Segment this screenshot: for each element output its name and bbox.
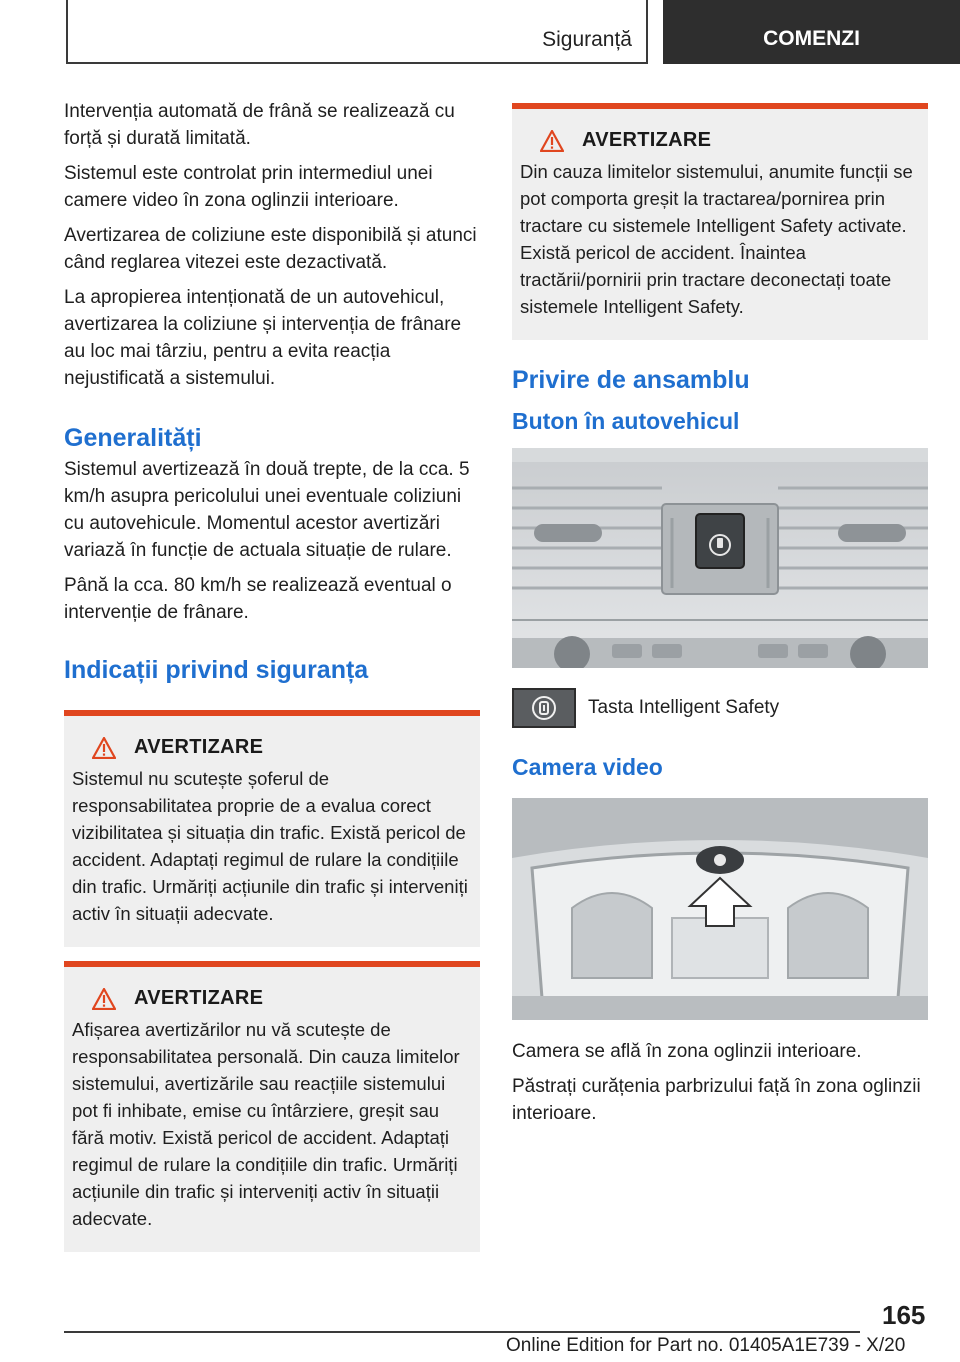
warning-triangle-icon [92, 737, 116, 759]
warning-box [64, 961, 480, 1252]
left-column [64, 98, 480, 1252]
warning-text: Din cauza limitelor sistemului, anumite funcții se pot comporta greșit la tractarea/pornirea prin tractare cu sistemele Intelligent Safety activate. Există pericol de accident. Înaintea tractării/pornirii prin tractare deconectați toate sistemele Intelligent Safety. [520, 161, 913, 317]
warning-box [512, 103, 928, 340]
intelligent-safety-button-thumbnail [512, 688, 576, 728]
paragraph: Până la cca. 80 km/h se realizează eventual o intervenție de frânare. [64, 575, 452, 623]
section-title: Siguranță [542, 28, 632, 51]
button-caption: Tasta Intelligent Safety [588, 697, 780, 718]
intelligent-safety-icon [530, 694, 558, 722]
heading-button-in-vehicle: Buton în autovehicul [512, 408, 740, 434]
warning-title: AVERTIZARE [134, 987, 264, 1009]
paragraph: Păstrați curățenia parbrizului față în zona oglinzii interioare. [512, 1076, 921, 1124]
warning-title: AVERTIZARE [582, 129, 712, 151]
warning-box [64, 710, 480, 947]
dashboard-button-photo [512, 448, 928, 668]
paragraph: Avertizarea de coliziune este disponibilă și atunci când reglarea vitezei este dezactivată. [64, 225, 477, 273]
camera-photo [512, 798, 928, 1020]
warning-text: Sistemul nu scutește șoferul de responsabilitatea proprie de a evalua corect vizibilitatea și situația din trafic. Există pericol de accident. Adaptați regimul de rulare la condițiile din trafic. Urmăriți acțiunile din trafic și interveniți activ în situații adecvate. [72, 768, 468, 924]
button-legend [512, 688, 928, 728]
page-number: 165 [882, 1300, 926, 1330]
chapter-title: COMENZI [763, 27, 860, 50]
paragraph: Intervenția automată de frână se realizează cu forță și durată limitată. [64, 101, 455, 149]
warning-triangle-icon [92, 988, 116, 1010]
paragraph: Camera se află în zona oglinzii interioare. [512, 1041, 862, 1062]
paragraph: Sistemul este controlat prin intermediul unei camere video în zona oglinzii interioare. [64, 163, 433, 211]
chapter-tab [663, 0, 960, 64]
footer-edition: Online Edition for Part no. 01405A1E739 - X/20 [506, 1335, 906, 1356]
warning-title: AVERTIZARE [134, 736, 264, 758]
paragraph: Sistemul avertizează în două trepte, de la cca. 5 km/h asupra pericolului unei eventuale coliziuni cu autovehicule. Momentul acestor avertizări variază în funcție de actuala situație de rulare. [64, 459, 470, 561]
paragraph: La apropierea intenționată de un autovehicul, avertizarea la coliziune și intervenția de frânare au loc mai târziu, pentru a evita reacția nejustificată a sistemului. [64, 287, 462, 389]
warning-text: Afișarea avertizărilor nu vă scutește de responsabilitatea personală. Din cauza limitelor sistemului, avertizările sau reacțiile sistemului pot fi inhibate, emise cu întârziere, greșit sau fără motiv. Există pericol de accident. Adaptați regimul de rulare la condițiile din trafic. Urmăriți acțiunile din trafic și interveniți activ în situații adecvate. [72, 1019, 460, 1229]
heading-safety-notes: Indicații privind siguranța [64, 656, 369, 684]
heading-generalities: Generalități [64, 424, 202, 452]
footer-divider [64, 1331, 860, 1333]
heading-overview: Privire de ansamblu [512, 366, 750, 394]
heading-camera: Camera video [512, 754, 663, 780]
header-section-tab [66, 0, 648, 64]
right-column [512, 103, 928, 1135]
warning-triangle-icon [540, 130, 564, 152]
